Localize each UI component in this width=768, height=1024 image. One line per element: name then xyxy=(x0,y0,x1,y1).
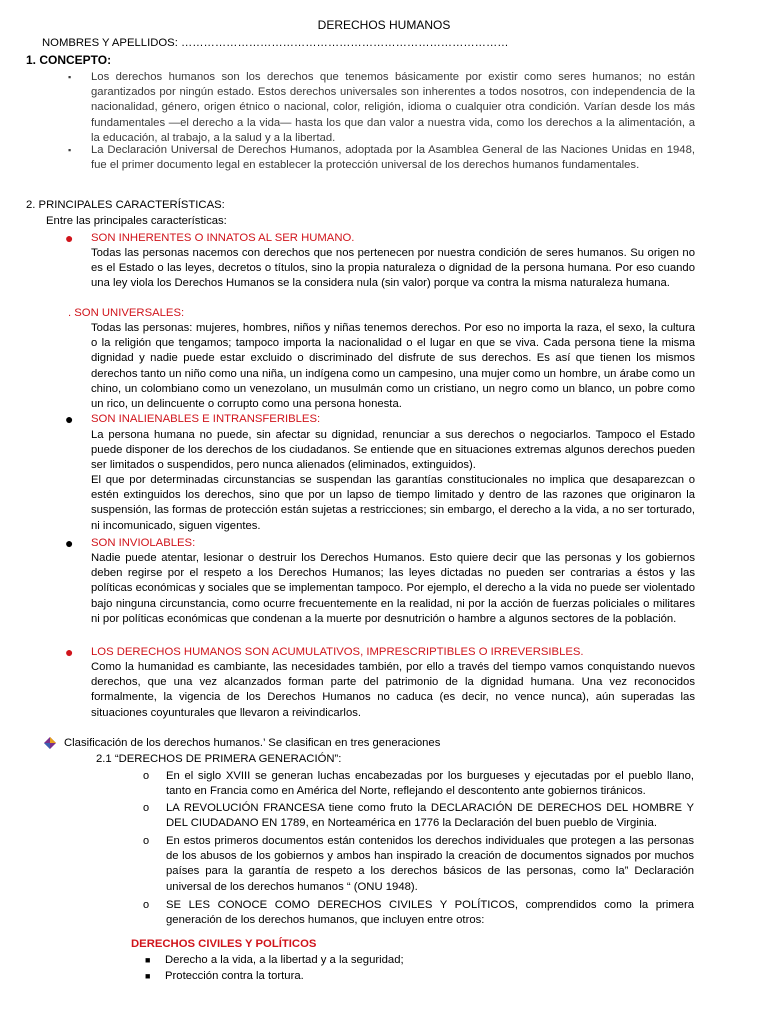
characteristic-4-text: Nadie puede atentar, lesionar o destruir los Derechos Humanos. Esto quiere decir que las personas y los gobiernos deben regirse por el respeto a los Derechos Humanos; las leyes dictadas no pueden ser contrarias a éstos y las políticas económicas y sociales que se implementan tampoco. Por ejemplo, el derecho a la vida no puede ser violentado bajo ninguna circunstancia, como ocurre frecuentemente en la realidad, ni por la acción de fuerzas policiales o militares ni por políticas económicas que condenan a la muerte por desnutrición o hambre a algunos sectores de la población. xyxy=(91,552,695,625)
document-title: DERECHOS HUMANOS xyxy=(317,18,451,32)
characteristic-3-text-1: La persona humana no puede, sin afectar su dignidad, renunciar a sus derechos o negociarlos. Tampoco el Estado puede disponer de los derechos de los ciudadanos. Se entiende que en situaciones extremas algunos derechos pueden ser limitados o suspendidos, pero nunca alienados (eliminados, extinguidos). xyxy=(91,429,695,472)
characteristic-5-text: Como la humanidad es cambiante, las necesidades también, por ello a través del tiempo vamos conquistando nuevos derechos, que una vez alcanzados forman parte del patrimonio de la dignidad humana. Una vez reconocidos formalmente, la vigencia de los Derechos Humanos no caduca (es decir, no vence nunca), aún superadas las situaciones coyunturales que llevaron a reivindicarlos. xyxy=(91,661,695,719)
generation-point-2: LA REVOLUCIÓN FRANCESA tiene como fruto la DECLARACIÓN DE DERECHOS DEL HOMBRE Y DEL CIUDADANO EN 1789, en Norteamérica en 1776 la Declaración del buen pueblo de Virginia. xyxy=(166,802,694,830)
classification-heading: Clasificación de los derechos humanos.’ Se clasifican en tres generaciones xyxy=(64,737,441,749)
generation-point-1: En el siglo XVIII se generan luchas encabezadas por los burgueses y ejecutadas por el pueblo llano, tanto en Francia como en América del Norte, reflejando el descontento ante gobiernos tiránicos. xyxy=(166,770,694,798)
square-bullet: ▪ xyxy=(68,145,72,155)
civil-political-rights-heading: DERECHOS CIVILES Y POLÍTICOS xyxy=(131,938,317,950)
red-bullet: ● xyxy=(65,644,74,660)
characteristic-2-text: Todas las personas: mujeres, hombres, niños y niñas tenemos derechos. Por eso no importa la raza, el sexo, la cultura o la religión que tengamos; tampoco importa la nacionalidad o el lugar en que se viva. Cada persona tiene la misma dignidad y nadie puede estar excluido o discriminado del disfrute de sus derechos. Es así que tienen los mismos derechos tanto un niño como una niña, un indígena como un campesino, una mujer como un hombre, un árabe como un chino, un colombiano como un venezolano, un musulmán como un cristiano, un negro como un blanco, un pobre como un rico, un delincuente o corrupto como una persona honesta. xyxy=(91,322,695,411)
characteristic-1-text: Todas las personas nacemos con derechos que nos pertenecen por nuestra condición de seres humanos. Su origen no es el Estado o las leyes, decretos o títulos, sino la propia naturaleza o dignidad de la persona humana. Por eso cuando una ley viola los Derechos Humanos se la considera nula (sin valor) porque va contra la misma naturaleza humana. xyxy=(91,247,695,290)
characteristic-3-text-2: El que por determinadas circunstancias se suspendan las garantías constitucionales no implica que desaparezcan o estén extinguidos los derechos, sino que por un lapso de tiempo limitado y dentro de las razones que originaron la suspensión, las formas de protección están sujetas a restricciones; sin embargo, el derecho a la vida, a no ser torturado, ni incomunicado, siguen vigentes. xyxy=(91,474,695,532)
circle-bullet: o xyxy=(143,802,150,814)
square-bullet: ■ xyxy=(145,971,151,981)
generation-point-3: En estos primeros documentos están contenidos los derechos individuales que protegen a las personas de los abusos de los gobiernos y ambos han inspirado la creación de documentos signados por muchos países para la garantía de respeto a los derechos básicos de las personas, como la” Declaración universal de los derechos humanos “ (ONU 1948). xyxy=(166,835,694,893)
arrow-bullet-icon xyxy=(44,737,56,749)
generation-point-4: SE LES CONOCE COMO DERECHOS CIVILES Y POLÍTICOS, comprendidos como la primera generación de los derechos humanos, que incluyen entre otros: xyxy=(166,899,694,927)
characteristic-3-title: SON INALIENABLES E INTRANSFERIBLES: xyxy=(91,413,321,425)
rights-list-item-2: Protección contra la tortura. xyxy=(165,970,304,982)
characteristic-4-title: SON INVIOLABLES: xyxy=(91,537,196,549)
section-2-heading: 2. PRINCIPALES CARACTERÍSTICAS: xyxy=(26,199,225,211)
section-2-intro: Entre las principales características: xyxy=(46,215,227,227)
name-line: NOMBRES Y APELLIDOS: …………………………………………………………………………… xyxy=(42,37,509,49)
first-generation-heading: 2.1 “DERECHOS DE PRIMERA GENERACIÓN”: xyxy=(96,753,342,765)
black-bullet: ● xyxy=(65,535,74,551)
circle-bullet: o xyxy=(143,770,150,782)
characteristic-2-title: . SON UNIVERSALES: xyxy=(68,307,185,319)
concept-paragraph-2: La Declaración Universal de Derechos Humanos, adoptada por la Asamblea General de las Naciones Unidas en 1948, fue el primer documento legal en establecer la protección universal de los derechos humanos fundamentales. xyxy=(91,144,695,172)
red-bullet: ● xyxy=(65,230,74,246)
circle-bullet: o xyxy=(143,899,150,911)
characteristic-5-title: LOS DERECHOS HUMANOS SON ACUMULATIVOS, IMPRESCRIPTIBLES O IRREVERSIBLES. xyxy=(91,646,584,658)
characteristic-1-title: SON INHERENTES O INNATOS AL SER HUMANO. xyxy=(91,232,355,244)
concept-paragraph-1: Los derechos humanos son los derechos que tenemos básicamente por existir como seres humanos; no están garantizados por ningún estado. Estos derechos universales son inherentes a todos nosotros, con independencia de la nacionalidad, género, origen étnico o nacional, color, religión, idioma o cualquier otra condición. Varían desde los más fundamentales —el derecho a la vida— hasta los que dan valor a nuestra vida, como los derechos a la alimentación, a la educación, al trabajo, a la salud y a la libertad. xyxy=(91,71,695,144)
square-bullet: ▪ xyxy=(68,72,72,82)
circle-bullet: o xyxy=(143,835,150,847)
black-bullet: ● xyxy=(65,411,74,427)
square-bullet: ■ xyxy=(145,955,151,965)
rights-list-item-1: Derecho a la vida, a la libertad y a la seguridad; xyxy=(165,954,404,966)
section-1-heading: 1. CONCEPTO: xyxy=(26,53,112,67)
